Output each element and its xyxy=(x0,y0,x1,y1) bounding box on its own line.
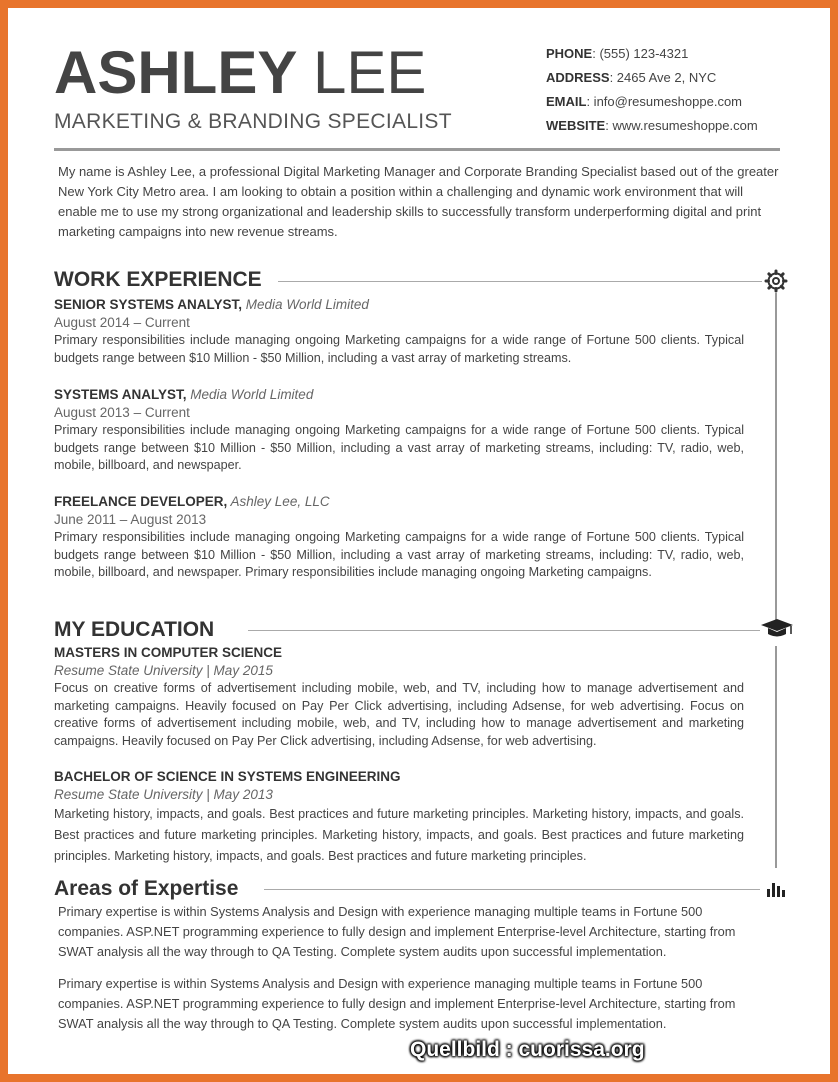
education-entry xyxy=(54,644,744,750)
first-name: ASHLEY xyxy=(54,39,297,106)
job-role xyxy=(54,493,744,511)
role-title: FREELANCE DEVELOPER, xyxy=(54,494,228,509)
phone-label: PHONE xyxy=(546,46,593,61)
job-date: June 2011 – August 2013 xyxy=(54,512,207,527)
school-date: Resume State University | May 2015 xyxy=(54,663,273,678)
expertise-paragraph: Primary expertise is within Systems Analysis and Design with experience managing multiple teams in Fortune 500 companies. ASP.NET programming experience to fully design and implement Enterprise-level Architecture, starting from SWAT analysis all the way through to QA Testing. Complete system audits upon successful implementation. xyxy=(58,976,736,1031)
role-title: SYSTEMS ANALYST, xyxy=(54,387,187,402)
bar-chart-icon xyxy=(766,880,786,903)
email-value: : info@resumeshoppe.com xyxy=(586,94,743,109)
degree-description: Focus on creative forms of advertisement including mobile, web, and TV, including how to manage advertisement and marketing campaigns. Heavily focused on Pay Per Click advertising, including Adsense, for web advertising. Focus on creative forms of advertisement including mobile, web, and TV, including how to manage advertisement and marketing campaigns. Heavily focused on Pay Per Click advertising, including Adsense, for web advertising. xyxy=(54,681,744,748)
section-divider xyxy=(264,889,760,890)
gear-icon xyxy=(764,269,788,298)
job-role xyxy=(54,386,744,404)
job-description: Primary responsibilities include managing ongoing Marketing campaigns for a wide range of Fortune 500 clients. Typical budgets range between $10 Million - $50 Million, including a vast array of marketing streams, including: TV, radio, web, mobile, billboard, and newspaper. Primary responsibilities include managing ongoing Marketing campaigns. xyxy=(54,530,744,580)
website-value: : www.resumeshoppe.com xyxy=(605,118,758,133)
graduation-cap-icon xyxy=(759,618,795,645)
job-date: August 2013 – Current xyxy=(54,405,190,420)
section-divider xyxy=(248,630,760,631)
education-heading: MY EDUCATION xyxy=(54,618,226,642)
address-value: : 2465 Ave 2, NYC xyxy=(609,70,717,85)
phone-row xyxy=(546,42,758,66)
degree-description: Marketing history, impacts, and goals. Best practices and future marketing principles. Marketing history, impacts, and goals. Best practices and future marketing principles. Marketing history, impacts, and goals. Best practices and future marketing principles. Marketing history, impacts, and goals. Best practices and future marketing principles. xyxy=(54,807,744,863)
company-name: Media World Limited xyxy=(242,297,369,312)
degree-title: BACHELOR OF SCIENCE IN SYSTEMS ENGINEERING xyxy=(54,769,401,784)
website-label: WEBSITE xyxy=(546,118,606,133)
resume-page xyxy=(8,8,830,1074)
job-entry xyxy=(54,386,744,475)
phone-value: : (555) 123-4321 xyxy=(592,46,689,61)
header-divider xyxy=(54,148,780,151)
job-description: Primary responsibilities include managing ongoing Marketing campaigns for a wide range of Fortune 500 clients. Typical budgets range between $10 Million - $50 Million, including a vast array of marketing streams. xyxy=(54,333,744,365)
education-entry xyxy=(54,768,744,867)
address-label: ADDRESS xyxy=(546,70,610,85)
company-name: Ashley Lee, LLC xyxy=(227,494,330,509)
resume-name xyxy=(54,38,426,108)
degree-title: MASTERS IN COMPUTER SCIENCE xyxy=(54,645,283,660)
intro-paragraph: My name is Ashley Lee, a professional Digital Marketing Manager and Corporate Branding Specialist based out of the greater New York City Metro area. I am looking to obtain a position within a challenging and dynamic work environment that will enable me to use my strong organizational and leadership skills to successfully transform underperforming digital and print marketing campaigns into new revenue streams. xyxy=(58,164,779,239)
expertise-heading: Areas of Expertise xyxy=(54,877,250,901)
company-name: Media World Limited xyxy=(186,387,314,402)
school-date: Resume State University | May 2013 xyxy=(54,787,273,802)
job-entry xyxy=(54,296,744,367)
contact-block xyxy=(546,42,758,138)
role-title: SENIOR SYSTEMS ANALYST, xyxy=(54,297,243,312)
work-experience-heading: WORK EXPERIENCE xyxy=(54,268,274,292)
address-row xyxy=(546,66,758,90)
expertise-paragraph: Primary expertise is within Systems Analysis and Design with experience managing multiple teams in Fortune 500 companies. ASP.NET programming experience to fully design and implement Enterprise-level Architecture, starting from SWAT analysis all the way through to QA Testing. Complete system audits upon successful implementation. xyxy=(58,904,736,959)
job-entry xyxy=(54,493,744,582)
last-name: LEE xyxy=(312,39,427,106)
timeline-line xyxy=(775,293,777,621)
job-role xyxy=(54,296,744,314)
email-label: EMAIL xyxy=(546,94,587,109)
section-divider xyxy=(278,281,762,282)
email-row xyxy=(546,90,758,114)
job-title: MARKETING & BRANDING SPECIALIST xyxy=(54,110,452,133)
source-watermark: Quellbild : cuorissa.org xyxy=(410,1038,645,1061)
job-description: Primary responsibilities include managing ongoing Marketing campaigns for a wide range of Fortune 500 clients. Typical budgets range between $10 Million - $50 Million, including a vast array of marketing streams, including: TV, radio, web, mobile, billboard, and newspaper. xyxy=(54,423,744,473)
website-row xyxy=(546,114,758,138)
timeline-line xyxy=(775,646,777,868)
job-date: August 2014 – Current xyxy=(54,315,190,330)
